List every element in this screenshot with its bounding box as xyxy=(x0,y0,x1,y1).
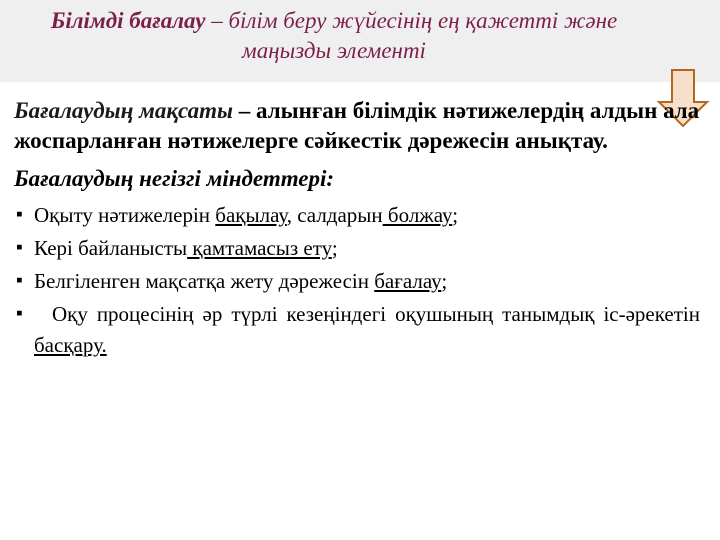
task-text-pre: Кері байланысты xyxy=(34,236,188,260)
assessment-goal-heading: Бағалаудың мақсаты xyxy=(14,98,234,123)
task-text-pre: Оқу процесінің әр түрлі кезеңіндегі оқушының танымдық іс-әрекетін xyxy=(52,302,700,326)
bullet-icon: ▪ xyxy=(16,237,23,258)
tasks-list xyxy=(14,200,706,361)
task-text-pre: Оқыту нәтижелерін xyxy=(34,203,216,227)
bullet-icon: ▪ xyxy=(16,270,23,291)
tasks-heading: Бағалаудың негізгі міндеттері: xyxy=(14,166,335,191)
task-text-post: ; xyxy=(331,236,338,260)
task-link: бақылау xyxy=(215,203,287,227)
list-item xyxy=(14,200,706,231)
task-link: болжау xyxy=(382,203,453,227)
task-text-mid: , салдарын xyxy=(286,203,383,227)
list-item xyxy=(14,266,706,297)
list-item xyxy=(14,233,706,264)
task-link: қамтамасыз ету xyxy=(187,236,332,260)
task-text-pre: Белгіленген мақсатқа жету дәрежесін xyxy=(34,269,375,293)
bullet-icon: ▪ xyxy=(16,303,23,324)
assessment-goal-paragraph xyxy=(14,96,706,156)
slide-title-rest: – білім беру жүйесінің ең қажетті және маңызды элементі xyxy=(205,8,618,63)
task-text-post: ; xyxy=(452,203,459,227)
task-link: басқару. xyxy=(34,333,107,357)
slide-body xyxy=(0,96,720,363)
task-link: бағалау xyxy=(374,269,442,293)
task-text-post: ; xyxy=(441,269,448,293)
bullet-icon: ▪ xyxy=(16,204,23,225)
list-item xyxy=(14,299,706,361)
slide-title xyxy=(18,6,650,66)
title-banner xyxy=(0,0,720,82)
assessment-goal-text: – алынған білімдік нәтижелердің алдын ала жоспарланған нәтижелерге сәйкестік дәрежесін анықтау. xyxy=(14,98,700,153)
slide-title-strong: Білімді бағалау xyxy=(50,8,206,33)
